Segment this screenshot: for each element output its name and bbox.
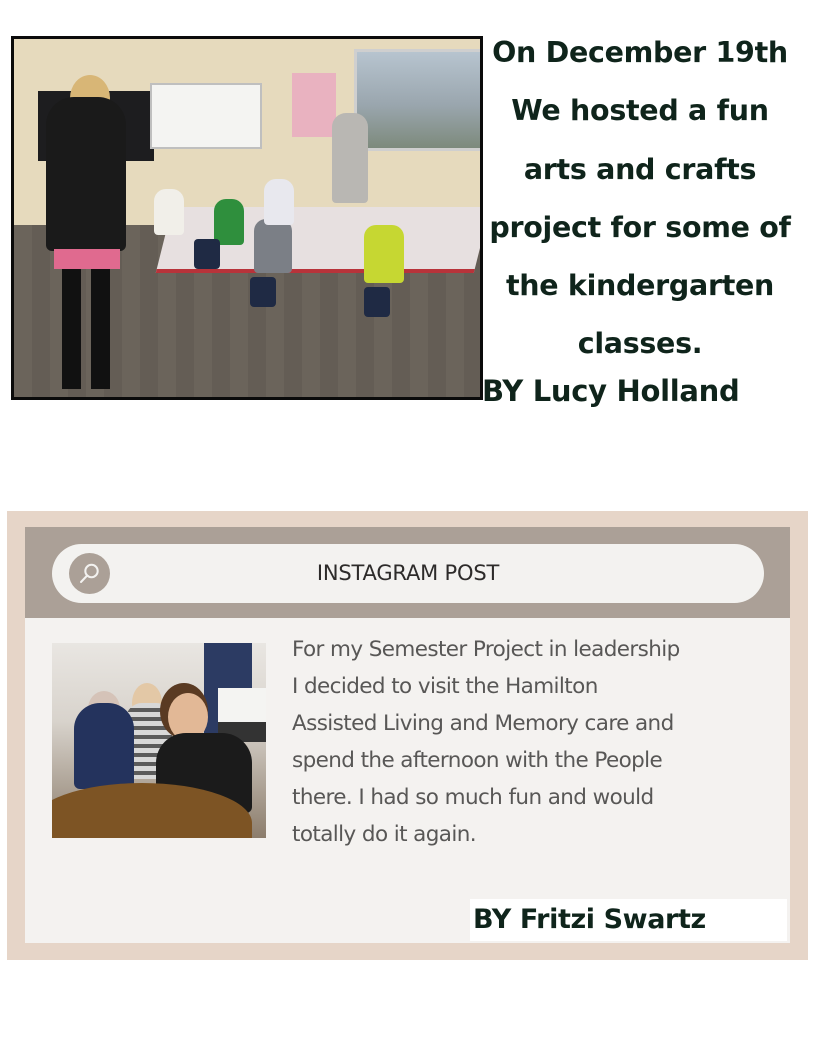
headline-line: project for some of (489, 210, 791, 244)
headline-line: We hosted a fun (511, 94, 769, 128)
post-line: totally do it again. (292, 822, 476, 847)
photo-student-helper (332, 113, 368, 203)
post-header (25, 527, 790, 618)
article-headline (481, 24, 799, 374)
article-byline: BY Lucy Holland (482, 374, 740, 408)
post-line: there. I had so much fun and would (292, 785, 654, 810)
photo-chair (364, 287, 390, 317)
post-line: For my Semester Project in leadership (292, 637, 680, 662)
photo-teacher-skirt (54, 249, 120, 269)
photo-chair (194, 239, 220, 269)
post-byline-box (470, 899, 787, 941)
post-line: I decided to visit the Hamilton (292, 674, 598, 699)
post-line: spend the afternoon with the People (292, 748, 663, 773)
photo-bulletin-board (292, 73, 336, 137)
headline-line: On December 19th (492, 36, 788, 69)
photo-child (264, 179, 294, 225)
post-byline: BY Fritzi Swartz (473, 904, 706, 935)
post-body-text (292, 631, 782, 853)
search-bar[interactable] (52, 544, 764, 603)
headline-line: the kindergarten (505, 269, 775, 303)
headline-line: arts and crafts (523, 152, 757, 186)
photo-chair (250, 277, 276, 307)
photo-person (74, 703, 134, 789)
photo-child (214, 199, 244, 245)
instagram-post-card (25, 527, 790, 943)
headline-line: classes. (577, 327, 703, 361)
photo-teacher (46, 97, 126, 251)
post-line: Assisted Living and Memory care and (292, 711, 674, 736)
photo-whiteboard (150, 83, 262, 149)
post-header-title: INSTAGRAM POST (316, 561, 500, 585)
classroom-photo (11, 36, 483, 400)
photo-child (154, 189, 184, 235)
assisted-living-photo (52, 643, 266, 838)
photo-window (354, 49, 483, 151)
photo-child (254, 219, 292, 273)
photo-child (364, 225, 404, 283)
photo-teacher-legs (62, 269, 110, 389)
